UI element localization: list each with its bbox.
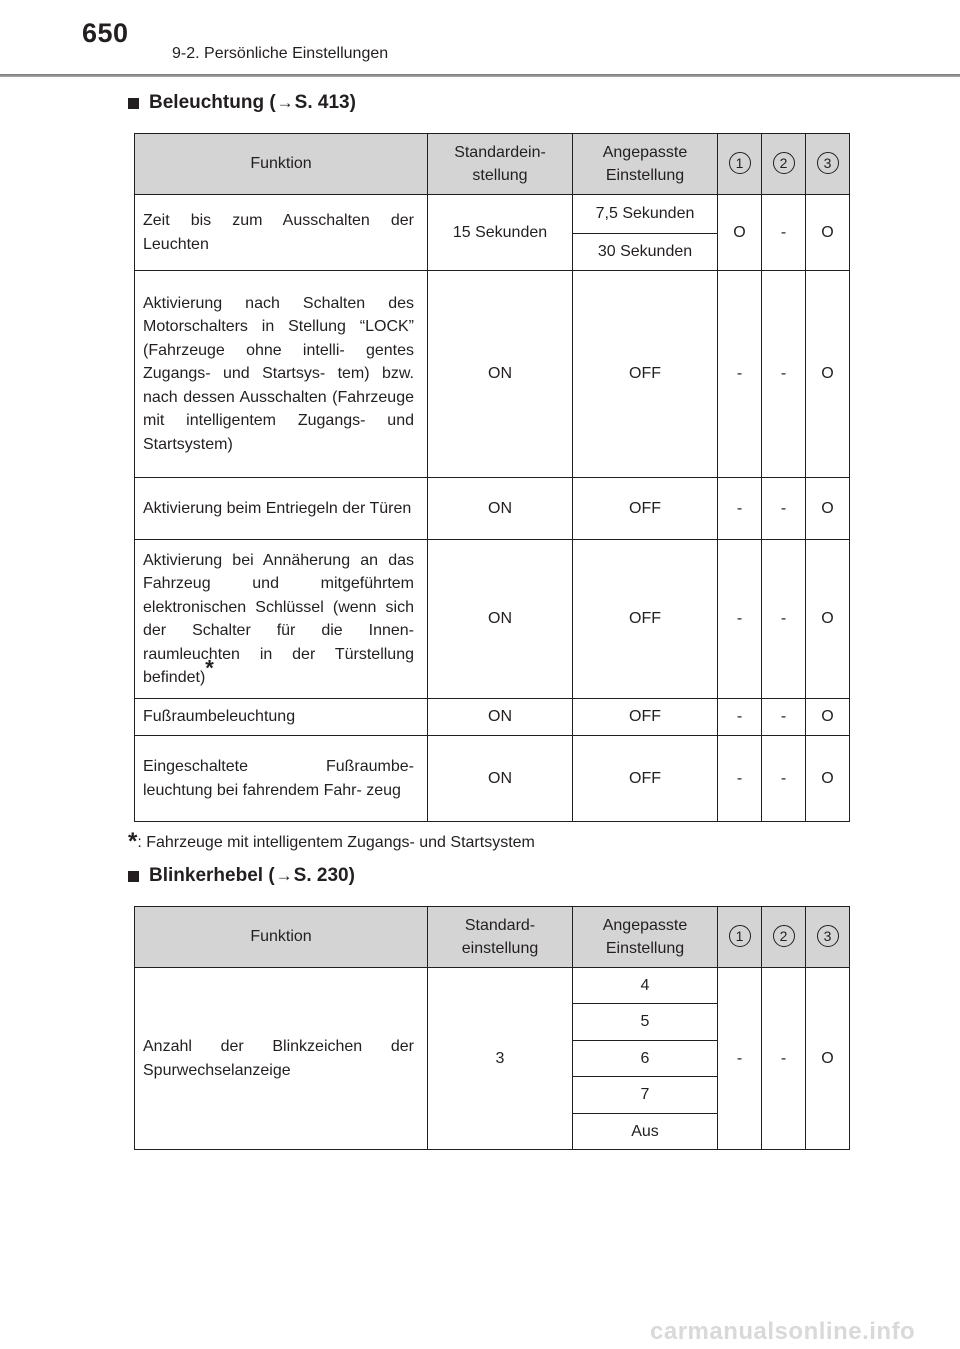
col3-cell: O <box>806 968 850 1150</box>
custom-cell: 4 <box>573 968 718 1004</box>
default-cell: 3 <box>428 968 573 1150</box>
custom-cell: OFF <box>573 540 718 699</box>
header-divider <box>0 74 960 77</box>
function-cell: Fußraumbeleuchtung <box>135 699 428 736</box>
footnote-text: : Fahrzeuge mit intelligentem Zugangs- und Startsystem <box>137 834 535 851</box>
watermark: carmanualsonline.info <box>650 1318 916 1345</box>
section-title-suffix: S. 413) <box>294 92 356 113</box>
col2-cell: - <box>762 699 806 736</box>
col2-cell: - <box>762 195 806 271</box>
circled-3-icon: 3 <box>817 925 839 947</box>
footnote-marker: * <box>205 655 214 681</box>
custom-cell: OFF <box>573 736 718 822</box>
section-title-suffix: S. 230) <box>293 865 355 886</box>
col2-cell: - <box>762 478 806 540</box>
default-cell: 15 Sekunden <box>428 195 573 271</box>
table-row <box>135 699 850 736</box>
page-header <box>0 0 960 78</box>
function-cell <box>135 540 428 699</box>
function-cell: Anzahl der Blinkzeichen der Spurwechselanzeige <box>135 968 428 1150</box>
table-row <box>135 271 850 478</box>
custom-cell: 30 Sekunden <box>573 234 718 271</box>
function-cell: Eingeschaltete Fußraumbe- leuchtung bei fahrendem Fahr- zeug <box>135 736 428 822</box>
custom-cell: 5 <box>573 1004 718 1041</box>
header-col-1 <box>718 907 762 968</box>
circled-2-icon: 2 <box>773 152 795 174</box>
col1-cell: O <box>718 195 762 271</box>
custom-cell: 6 <box>573 1041 718 1077</box>
table-row <box>135 195 850 234</box>
table-row <box>135 540 850 699</box>
default-cell: ON <box>428 699 573 736</box>
function-cell: Aktivierung nach Schalten des Motorschalters in Stellung “LOCK” (Fahrzeuge ohne intelli- gentes Zugangs- und Startsys- tem) bzw. nach dessen Ausschalten (Fahrzeuge mit intelligentem Zugangs- und Startsystem) <box>135 271 428 478</box>
section-heading-lighting <box>128 92 356 114</box>
col1-cell: - <box>718 478 762 540</box>
col2-cell: - <box>762 968 806 1150</box>
circled-2-icon: 2 <box>773 925 795 947</box>
header-col-1 <box>718 134 762 195</box>
col3-cell: O <box>806 195 850 271</box>
col2-cell: - <box>762 271 806 478</box>
header-function: Funktion <box>135 907 428 968</box>
table-header-row <box>135 134 850 195</box>
circled-1-icon: 1 <box>729 925 751 947</box>
arrow-right-icon: → <box>275 866 293 885</box>
col3-cell: O <box>806 699 850 736</box>
header-col-3 <box>806 907 850 968</box>
header-default: Standard- einstellung <box>428 907 573 968</box>
turn-signal-settings-table <box>134 906 850 1150</box>
footnote-star: * <box>128 828 138 855</box>
table-header-row <box>135 907 850 968</box>
section-title-prefix: Beleuchtung ( <box>149 92 276 113</box>
col1-cell: - <box>718 968 762 1150</box>
custom-cell: OFF <box>573 271 718 478</box>
default-cell: ON <box>428 271 573 478</box>
col2-cell: - <box>762 540 806 699</box>
table-row <box>135 736 850 822</box>
header-default: Standardein- stellung <box>428 134 573 195</box>
bullet-square-icon <box>128 871 139 882</box>
col3-cell: O <box>806 540 850 699</box>
default-cell: ON <box>428 478 573 540</box>
function-cell: Aktivierung beim Entriegeln der Türen <box>135 478 428 540</box>
col3-cell: O <box>806 736 850 822</box>
header-function: Funktion <box>135 134 428 195</box>
bullet-square-icon <box>128 98 139 109</box>
section-title-prefix: Blinkerhebel ( <box>149 865 275 886</box>
default-cell: ON <box>428 736 573 822</box>
section-path: 9-2. Persönliche Einstellungen <box>172 45 389 62</box>
header-col-2 <box>762 907 806 968</box>
table-row <box>135 478 850 540</box>
section-heading-turn-signal <box>128 865 355 887</box>
col2-cell: - <box>762 736 806 822</box>
col3-cell: O <box>806 271 850 478</box>
header-col-2 <box>762 134 806 195</box>
col1-cell: - <box>718 736 762 822</box>
custom-cell: 7,5 Sekunden <box>573 195 718 234</box>
function-cell: Zeit bis zum Ausschalten der Leuchten <box>135 195 428 271</box>
custom-cell: Aus <box>573 1114 718 1150</box>
custom-cell: OFF <box>573 699 718 736</box>
col1-cell: - <box>718 699 762 736</box>
function-text: Aktivierung bei Annäherung an das Fahrzeug und mitgeführtem elektronischen Schlüssel (wenn sich der Schalter für die Innen- raumleuchten in der Türstellung befindet) <box>143 551 414 686</box>
custom-cell: OFF <box>573 478 718 540</box>
circled-3-icon: 3 <box>817 152 839 174</box>
page-number: 650 <box>82 18 129 48</box>
header-col-3 <box>806 134 850 195</box>
header-custom: Angepasste Einstellung <box>573 907 718 968</box>
arrow-right-icon: → <box>276 93 294 112</box>
default-cell: ON <box>428 540 573 699</box>
circled-1-icon: 1 <box>729 152 751 174</box>
footnote <box>128 828 535 856</box>
table-row <box>135 968 850 1004</box>
col1-cell: - <box>718 540 762 699</box>
header-custom: Angepasste Einstellung <box>573 134 718 195</box>
custom-cell: 7 <box>573 1077 718 1114</box>
lighting-settings-table <box>134 133 850 822</box>
col3-cell: O <box>806 478 850 540</box>
col1-cell: - <box>718 271 762 478</box>
